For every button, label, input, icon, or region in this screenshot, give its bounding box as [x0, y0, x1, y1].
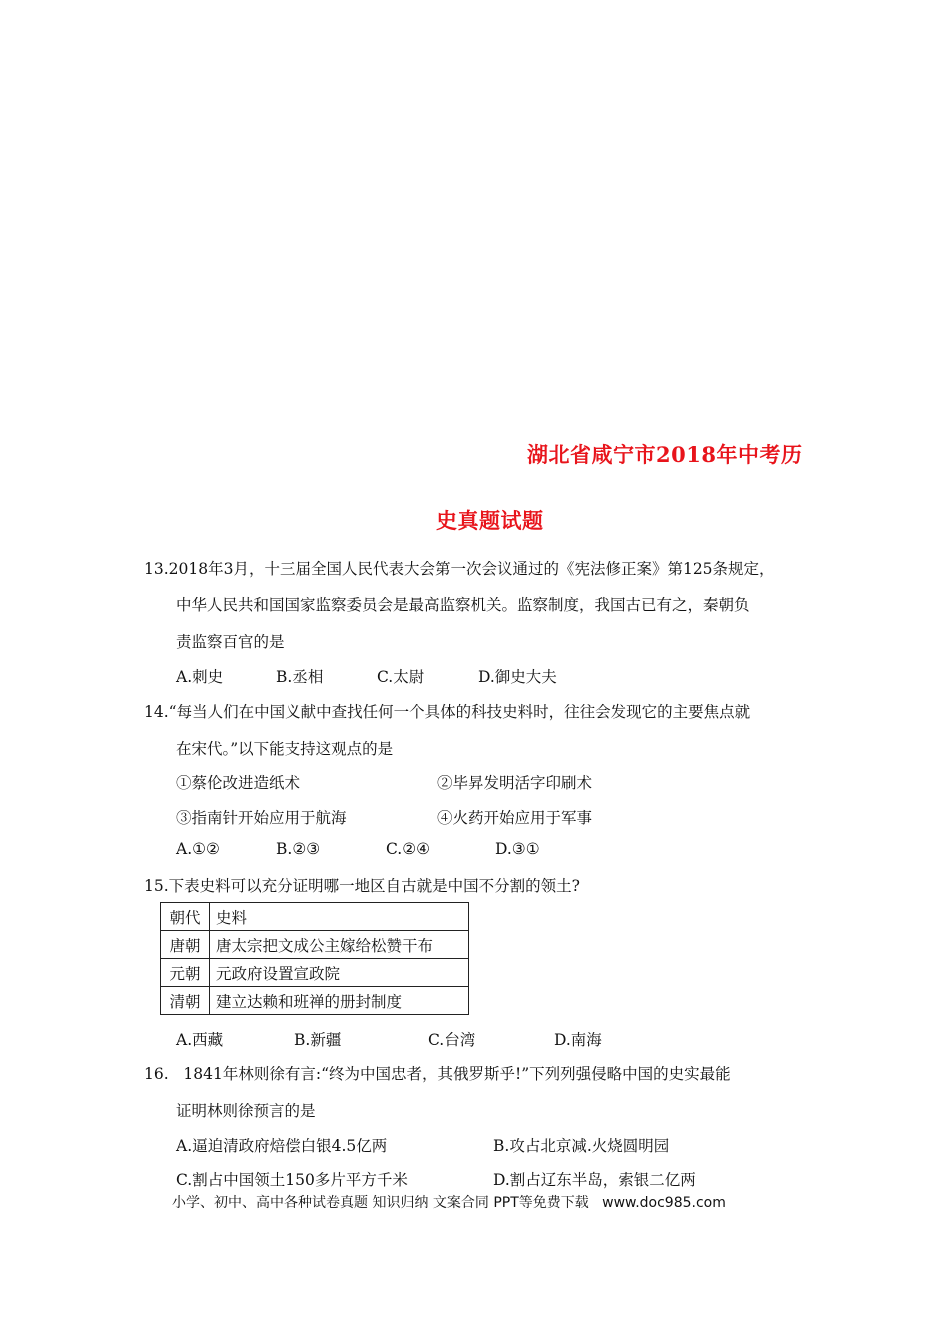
question-15-stem: 15.下表史料可以充分证明哪一地区自古就是中国不分割的领土?	[144, 877, 580, 895]
table-header-dynasty: 朝代	[161, 903, 210, 931]
question-16-stem-line1: 16. 1841年林则徐有言:“终为中国忠者，其俄罗斯乎!”下列列强侵略中国的史实最能	[144, 1065, 731, 1083]
question-13-stem-line2: 中华人民共和国国家监察委员会是最高监察机关。监察制度，我国古已有之，秦朝负	[176, 596, 750, 614]
question-14-item-1: ①蔡伦改进造纸术	[176, 774, 301, 792]
question-14-option-c: C.②④	[386, 840, 431, 858]
source-table	[160, 902, 469, 1015]
question-14-item-3: ③指南针开始应用于航海	[176, 809, 347, 827]
table-cell-source: 元政府设置宣政院	[210, 959, 469, 987]
question-15-option-b: B.新疆	[294, 1031, 342, 1049]
footer-watermark: 小学、初中、高中各种试卷真题 知识归纳 文案合同 PPT等免费下载 www.doc985.com	[172, 1195, 726, 1211]
exam-title-line1: 湖北省咸宁市2018年中考历	[527, 442, 803, 467]
table-row	[161, 987, 469, 1015]
question-13-stem-line3: 责监察百官的是	[176, 633, 285, 651]
table-row	[161, 931, 469, 959]
exam-title-line2: 史真题试题	[436, 508, 544, 533]
table-cell-dynasty: 唐朝	[161, 931, 210, 959]
question-13-option-d: D.御史大夫	[478, 668, 557, 686]
question-16-option-b: B.攻占北京减.火烧圆明园	[493, 1137, 670, 1155]
question-15-option-d: D.南海	[554, 1031, 602, 1049]
question-16-option-d: D.割占辽东半岛，索银二亿两	[493, 1171, 696, 1189]
table-header-row	[161, 903, 469, 931]
question-13-option-c: C.太尉	[377, 668, 425, 686]
table-cell-source: 建立达赖和班禅的册封制度	[210, 987, 469, 1015]
question-16-option-a: A.逼迫清政府焙偿白银4.5亿两	[176, 1137, 388, 1155]
question-13-stem-line1: 13.2018年3月，十三届全国人民代表大会第一次会议通过的《宪法修正案》第125条规定，	[144, 560, 775, 578]
question-14-option-b: B.②③	[276, 840, 321, 858]
table-header-source: 史料	[210, 903, 469, 931]
question-14-stem-line2: 在宋代。”以下能支持这观点的是	[176, 740, 394, 758]
question-14-item-4: ④火药开始应用于军事	[437, 809, 593, 827]
question-15-option-c: C.台湾	[428, 1031, 476, 1049]
question-14-option-d: D.③①	[495, 840, 540, 858]
question-13-option-b: B.丞相	[276, 668, 324, 686]
question-16-stem-line2: 证明林则徐预言的是	[176, 1102, 316, 1120]
question-13-option-a: A.刺史	[176, 668, 224, 686]
question-14-stem-line1: 14.“每当人们在中国义献中查找任何一个具体的科技史料时，往往会发现它的主要焦点就	[144, 703, 751, 721]
table-cell-dynasty: 清朝	[161, 987, 210, 1015]
question-15-option-a: A.西藏	[176, 1031, 224, 1049]
table-cell-source: 唐太宗把文成公主嫁给松赞干布	[210, 931, 469, 959]
table-row	[161, 959, 469, 987]
question-14-item-2: ②毕昇发明活字印刷术	[437, 774, 593, 792]
table-cell-dynasty: 元朝	[161, 959, 210, 987]
question-16-option-c: C.割占中国领土150多片平方千米	[176, 1171, 408, 1189]
question-14-option-a: A.①②	[176, 840, 220, 858]
